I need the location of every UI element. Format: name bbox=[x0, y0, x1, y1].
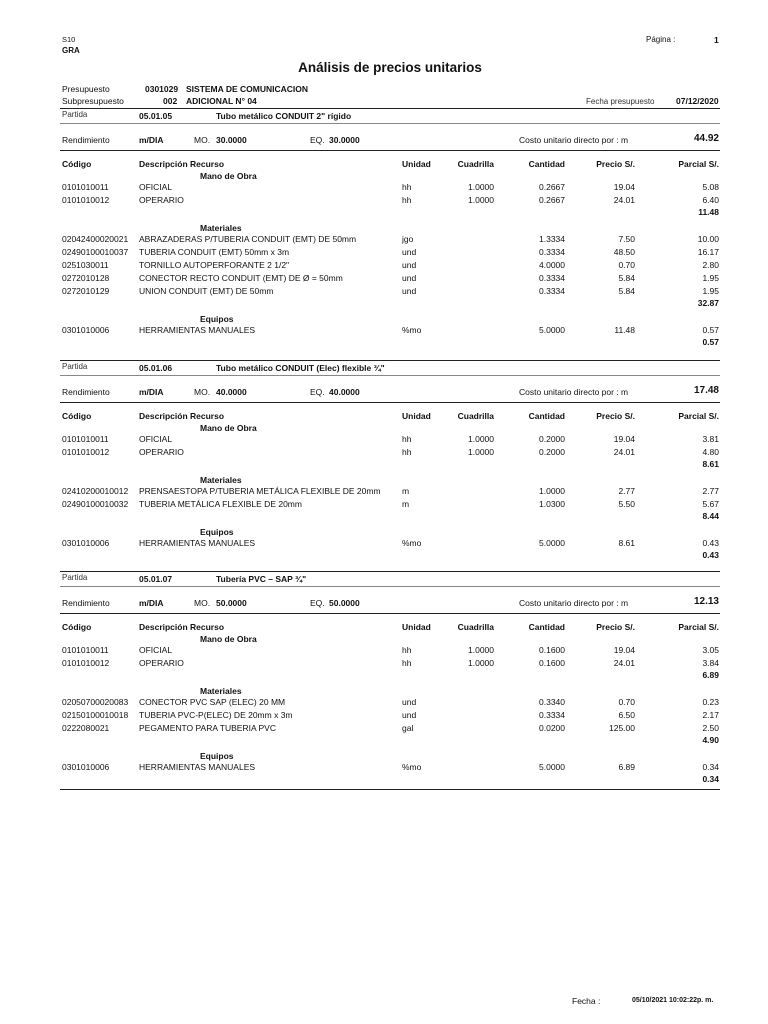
resource-cantidad: 0.3334 bbox=[539, 247, 565, 257]
resource-code: 0101010012 bbox=[62, 447, 110, 457]
resource-precio: 5.84 bbox=[618, 273, 635, 283]
resource-precio: 6.89 bbox=[618, 762, 635, 772]
resource-precio: 19.04 bbox=[613, 434, 635, 444]
section-title-mano-de-obra: Mano de Obra bbox=[200, 634, 257, 644]
resource-cuadrilla: 1.0000 bbox=[468, 658, 494, 668]
col-header-cuadrilla: Cuadrilla bbox=[457, 622, 494, 632]
partida-label: Partida bbox=[62, 362, 88, 371]
resource-code: 0101010011 bbox=[62, 645, 109, 655]
col-header-precio: Precio S/. bbox=[596, 411, 635, 421]
resource-unit: %mo bbox=[402, 538, 422, 548]
table-row bbox=[0, 273, 768, 285]
resource-cuadrilla: 1.0000 bbox=[468, 195, 494, 205]
materiales-subtotal: 32.87 bbox=[697, 298, 719, 308]
col-header-parcial: Parcial S/. bbox=[678, 622, 719, 632]
section-title-materiales: Materiales bbox=[200, 475, 242, 485]
resource-unit: und bbox=[402, 286, 417, 296]
resource-unit: hh bbox=[402, 447, 412, 457]
mo-value: 40.0000 bbox=[216, 387, 247, 397]
resource-parcial: 1.95 bbox=[702, 286, 719, 296]
resource-parcial: 2.17 bbox=[702, 710, 719, 720]
resource-unit: hh bbox=[402, 658, 412, 668]
col-header-precio: Precio S/. bbox=[596, 159, 635, 169]
resource-code: 0222080021 bbox=[62, 723, 110, 733]
resource-precio: 24.01 bbox=[613, 195, 635, 205]
costo-unitario-label: Costo unitario directo por : m bbox=[519, 387, 629, 397]
partida-code: 05.01.07 bbox=[139, 574, 173, 584]
table-row bbox=[0, 234, 768, 246]
table-row bbox=[0, 195, 768, 207]
resource-description: OFICIAL bbox=[139, 182, 173, 192]
partida-name-divider bbox=[60, 123, 720, 124]
resource-cantidad: 0.3334 bbox=[539, 710, 565, 720]
mo-label: MO. bbox=[194, 387, 211, 397]
equipos-subtotal: 0.43 bbox=[702, 550, 719, 560]
eq-value: 40.0000 bbox=[329, 387, 360, 397]
resource-code: 0301010006 bbox=[62, 762, 110, 772]
presupuesto-code: 0301029 bbox=[145, 84, 179, 94]
resource-unit: m bbox=[402, 486, 410, 496]
resource-precio: 0.70 bbox=[618, 697, 635, 707]
resource-cuadrilla: 1.0000 bbox=[468, 434, 494, 444]
resource-parcial: 16.17 bbox=[697, 247, 719, 257]
equipos-subtotal: 0.34 bbox=[702, 774, 719, 784]
section-title-materiales: Materiales bbox=[200, 223, 242, 233]
resource-description: TORNILLO AUTOPERFORANTE 2 1/2" bbox=[139, 260, 290, 270]
table-row bbox=[0, 723, 768, 735]
mo-label: MO. bbox=[194, 598, 211, 608]
resource-precio: 2.77 bbox=[618, 486, 635, 496]
table-row bbox=[0, 697, 768, 709]
resource-cantidad: 0.3340 bbox=[539, 697, 565, 707]
resource-unit: und bbox=[402, 697, 417, 707]
resource-code: 0101010012 bbox=[62, 195, 110, 205]
resource-cantidad: 0.3334 bbox=[539, 273, 565, 283]
table-row bbox=[0, 434, 768, 446]
resource-precio: 0.70 bbox=[618, 260, 635, 270]
resource-cantidad: 5.0000 bbox=[539, 762, 565, 772]
resource-unit: %mo bbox=[402, 762, 422, 772]
resource-cuadrilla: 1.0000 bbox=[468, 447, 494, 457]
mo-value: 50.0000 bbox=[216, 598, 247, 608]
document-end-divider bbox=[60, 789, 720, 790]
resource-parcial: 10.00 bbox=[697, 234, 719, 244]
resource-parcial: 3.05 bbox=[702, 645, 719, 655]
partida-label: Partida bbox=[62, 573, 88, 582]
col-header-cuadrilla: Cuadrilla bbox=[457, 411, 494, 421]
resource-unit: %mo bbox=[402, 325, 422, 335]
resource-code: 0101010012 bbox=[62, 658, 110, 668]
presupuesto-name: SISTEMA DE COMUNICACION bbox=[186, 84, 308, 94]
resource-code: 02490100010032 bbox=[62, 499, 129, 509]
gra-label: GRA bbox=[62, 46, 80, 55]
resource-parcial: 5.08 bbox=[702, 182, 719, 192]
resource-cantidad: 5.0000 bbox=[539, 538, 565, 548]
resource-cuadrilla: 1.0000 bbox=[468, 645, 494, 655]
table-row bbox=[0, 447, 768, 459]
partida-name: Tubo metálico CONDUIT (Elec) flexible ¾" bbox=[216, 363, 385, 373]
table-row bbox=[0, 710, 768, 722]
table-row bbox=[0, 286, 768, 298]
col-header-parcial: Parcial S/. bbox=[678, 411, 719, 421]
resource-description: HERRAMIENTAS MANUALES bbox=[139, 538, 256, 548]
resource-description: OFICIAL bbox=[139, 434, 173, 444]
resource-unit: hh bbox=[402, 195, 412, 205]
rendimiento-divider bbox=[60, 402, 720, 403]
table-row bbox=[0, 260, 768, 272]
subpresupuesto-code: 002 bbox=[163, 96, 178, 106]
mano-de-obra-subtotal: 8.61 bbox=[702, 459, 719, 469]
resource-unit: und bbox=[402, 260, 417, 270]
s10-label: S10 bbox=[62, 35, 76, 44]
resource-cantidad: 1.0000 bbox=[539, 486, 565, 496]
page-number: 1 bbox=[714, 35, 719, 45]
fecha-presupuesto-label: Fecha presupuesto bbox=[586, 97, 655, 106]
costo-unitario-value: 44.92 bbox=[693, 133, 719, 144]
table-row bbox=[0, 645, 768, 657]
resource-precio: 48.50 bbox=[613, 247, 635, 257]
resource-description: UNION CONDUIT (EMT) DE 50mm bbox=[139, 286, 274, 296]
resource-cantidad: 1.0300 bbox=[539, 499, 565, 509]
resource-parcial: 2.50 bbox=[702, 723, 719, 733]
mano-de-obra-subtotal: 6.89 bbox=[702, 670, 719, 680]
resource-parcial: 0.23 bbox=[702, 697, 719, 707]
resource-cantidad: 0.3334 bbox=[539, 286, 565, 296]
table-row bbox=[0, 247, 768, 259]
resource-description: OPERARIO bbox=[139, 447, 184, 457]
resource-unit: hh bbox=[402, 182, 412, 192]
costo-unitario-value: 17.48 bbox=[693, 385, 719, 396]
col-header-cantidad: Cantidad bbox=[528, 159, 565, 169]
page-title: Análisis de precios unitarios bbox=[298, 60, 482, 75]
resource-cantidad: 1.3334 bbox=[539, 234, 565, 244]
resource-description: TUBERIA PVC-P(ELEC) DE 20mm x 3m bbox=[139, 710, 293, 720]
resource-code: 02050700020083 bbox=[62, 697, 129, 707]
footer-fecha-label: Fecha : bbox=[572, 996, 601, 1006]
col-header-codigo: Código bbox=[62, 159, 92, 169]
col-header-unidad: Unidad bbox=[402, 622, 431, 632]
col-header-cuadrilla: Cuadrilla bbox=[457, 159, 494, 169]
resource-description: OPERARIO bbox=[139, 195, 184, 205]
eq-value: 30.0000 bbox=[329, 135, 360, 145]
table-row bbox=[0, 325, 768, 337]
resource-cantidad: 5.0000 bbox=[539, 325, 565, 335]
table-row bbox=[0, 658, 768, 670]
resource-description: ABRAZADERAS P/TUBERIA CONDUIT (EMT) DE 50mm bbox=[139, 234, 357, 244]
rendimiento-label: Rendimiento bbox=[62, 135, 110, 145]
col-header-unidad: Unidad bbox=[402, 411, 431, 421]
section-title-equipos: Equipos bbox=[200, 527, 234, 537]
resource-precio: 19.04 bbox=[613, 182, 635, 192]
presupuesto-label: Presupuesto bbox=[62, 84, 110, 94]
col-header-cantidad: Cantidad bbox=[528, 622, 565, 632]
resource-precio: 5.84 bbox=[618, 286, 635, 296]
table-row bbox=[0, 486, 768, 498]
resource-unit: und bbox=[402, 247, 417, 257]
col-header-codigo: Código bbox=[62, 622, 92, 632]
resource-code: 0101010011 bbox=[62, 434, 109, 444]
col-header-descripcion: Descripción Recurso bbox=[139, 622, 225, 632]
col-header-cantidad: Cantidad bbox=[528, 411, 565, 421]
resource-description: HERRAMIENTAS MANUALES bbox=[139, 762, 256, 772]
resource-precio: 125.00 bbox=[609, 723, 635, 733]
section-title-mano-de-obra: Mano de Obra bbox=[200, 423, 257, 433]
partida-code: 05.01.06 bbox=[139, 363, 173, 373]
resource-code: 0272010128 bbox=[62, 273, 110, 283]
subpresupuesto-label: Subpresupuesto bbox=[62, 96, 124, 106]
eq-label: EQ. bbox=[310, 598, 325, 608]
resource-description: PEGAMENTO PARA TUBERIA PVC bbox=[139, 723, 276, 733]
costo-unitario-label: Costo unitario directo por : m bbox=[519, 598, 629, 608]
resource-parcial: 0.57 bbox=[702, 325, 719, 335]
table-row bbox=[0, 538, 768, 550]
resource-unit: und bbox=[402, 710, 417, 720]
resource-parcial: 1.95 bbox=[702, 273, 719, 283]
resource-precio: 7.50 bbox=[618, 234, 635, 244]
resource-unit: und bbox=[402, 273, 417, 283]
resource-cantidad: 4.0000 bbox=[539, 260, 565, 270]
rendimiento-divider bbox=[60, 613, 720, 614]
partida-name-divider bbox=[60, 375, 720, 376]
resource-description: TUBERIA METÁLICA FLEXIBLE DE 20mm bbox=[139, 499, 302, 509]
resource-parcial: 4.80 bbox=[702, 447, 719, 457]
resource-parcial: 0.43 bbox=[702, 538, 719, 548]
partida-name: Tubería PVC – SAP ¾" bbox=[216, 574, 307, 584]
resource-cantidad: 0.1600 bbox=[539, 645, 565, 655]
resource-parcial: 2.77 bbox=[702, 486, 719, 496]
resource-description: CONECTOR RECTO CONDUIT (EMT) DE Ø = 50mm bbox=[139, 273, 343, 283]
resource-description: HERRAMIENTAS MANUALES bbox=[139, 325, 256, 335]
partida-name-divider bbox=[60, 586, 720, 587]
resource-code: 02150100010018 bbox=[62, 710, 129, 720]
footer-fecha-value: 05/10/2021 10:02:22p. m. bbox=[632, 997, 714, 1004]
resource-unit: gal bbox=[402, 723, 414, 733]
resource-code: 02490100010037 bbox=[62, 247, 129, 257]
rendimiento-unit: m/DIA bbox=[139, 135, 164, 145]
resource-parcial: 6.40 bbox=[702, 195, 719, 205]
table-row bbox=[0, 499, 768, 511]
resource-cantidad: 0.2000 bbox=[539, 447, 565, 457]
rendimiento-label: Rendimiento bbox=[62, 387, 110, 397]
partida-name: Tubo metálico CONDUIT 2" rígido bbox=[216, 111, 352, 121]
resource-cantidad: 0.1600 bbox=[539, 658, 565, 668]
fecha-presupuesto: 07/12/2020 bbox=[676, 96, 719, 106]
resource-cantidad: 0.2667 bbox=[539, 195, 565, 205]
rendimiento-unit: m/DIA bbox=[139, 387, 164, 397]
resource-parcial: 2.80 bbox=[702, 260, 719, 270]
mano-de-obra-subtotal: 11.48 bbox=[698, 207, 719, 217]
col-header-descripcion: Descripción Recurso bbox=[139, 411, 225, 421]
resource-description: OFICIAL bbox=[139, 645, 173, 655]
resource-precio: 5.50 bbox=[618, 499, 635, 509]
resource-code: 02410200010012 bbox=[62, 486, 129, 496]
resource-cantidad: 0.2667 bbox=[539, 182, 565, 192]
resource-code: 0301010006 bbox=[62, 325, 110, 335]
resource-code: 02042400020021 bbox=[62, 234, 129, 244]
resource-precio: 11.48 bbox=[614, 325, 635, 335]
col-header-parcial: Parcial S/. bbox=[678, 159, 719, 169]
section-title-materiales: Materiales bbox=[200, 686, 242, 696]
col-header-precio: Precio S/. bbox=[596, 622, 635, 632]
page-label: Página : bbox=[646, 35, 676, 44]
partida-top-divider bbox=[60, 571, 720, 572]
eq-label: EQ. bbox=[310, 135, 325, 145]
resource-unit: hh bbox=[402, 434, 412, 444]
resource-precio: 6.50 bbox=[618, 710, 635, 720]
resource-code: 0272010129 bbox=[62, 286, 110, 296]
partida-top-divider bbox=[60, 360, 720, 361]
subpresupuesto-name: ADICIONAL N° 04 bbox=[186, 96, 257, 106]
section-title-equipos: Equipos bbox=[200, 314, 234, 324]
resource-parcial: 3.84 bbox=[702, 658, 719, 668]
col-header-descripcion: Descripción Recurso bbox=[139, 159, 225, 169]
resource-precio: 19.04 bbox=[613, 645, 635, 655]
resource-unit: hh bbox=[402, 645, 412, 655]
resource-cantidad: 0.0200 bbox=[539, 723, 565, 733]
resource-precio: 24.01 bbox=[613, 447, 635, 457]
materiales-subtotal: 8.44 bbox=[702, 511, 719, 521]
resource-description: OPERARIO bbox=[139, 658, 184, 668]
eq-label: EQ. bbox=[310, 387, 325, 397]
section-title-mano-de-obra: Mano de Obra bbox=[200, 171, 257, 181]
rendimiento-divider bbox=[60, 150, 720, 151]
col-header-codigo: Código bbox=[62, 411, 92, 421]
col-header-unidad: Unidad bbox=[402, 159, 431, 169]
resource-description: CONECTOR PVC SAP (ELEC) 20 MM bbox=[139, 697, 286, 707]
resource-cuadrilla: 1.0000 bbox=[468, 182, 494, 192]
resource-description: TUBERIA CONDUIT (EMT) 50mm x 3m bbox=[139, 247, 290, 257]
resource-code: 0301010006 bbox=[62, 538, 110, 548]
partida-top-divider bbox=[60, 108, 720, 109]
resource-precio: 8.61 bbox=[618, 538, 635, 548]
equipos-subtotal: 0.57 bbox=[702, 337, 719, 347]
resource-parcial: 0.34 bbox=[702, 762, 719, 772]
eq-value: 50.0000 bbox=[329, 598, 360, 608]
mo-label: MO. bbox=[194, 135, 211, 145]
resource-code: 0251030011 bbox=[62, 260, 109, 270]
resource-unit: m bbox=[402, 499, 410, 509]
table-row bbox=[0, 762, 768, 774]
partida-label: Partida bbox=[62, 110, 88, 119]
resource-parcial: 3.81 bbox=[702, 434, 719, 444]
rendimiento-unit: m/DIA bbox=[139, 598, 164, 608]
partida-code: 05.01.05 bbox=[139, 111, 173, 121]
mo-value: 30.0000 bbox=[216, 135, 247, 145]
section-title-equipos: Equipos bbox=[200, 751, 234, 761]
resource-code: 0101010011 bbox=[62, 182, 109, 192]
resource-description: PRENSAESTOPA P/TUBERIA METÁLICA FLEXIBLE DE 20mm bbox=[139, 486, 381, 496]
rendimiento-label: Rendimiento bbox=[62, 598, 110, 608]
materiales-subtotal: 4.90 bbox=[702, 735, 719, 745]
table-row bbox=[0, 182, 768, 194]
resource-parcial: 5.67 bbox=[702, 499, 719, 509]
costo-unitario-label: Costo unitario directo por : m bbox=[519, 135, 629, 145]
resource-cantidad: 0.2000 bbox=[539, 434, 565, 444]
resource-unit: jgo bbox=[402, 234, 414, 244]
costo-unitario-value: 12.13 bbox=[693, 596, 719, 607]
resource-precio: 24.01 bbox=[613, 658, 635, 668]
